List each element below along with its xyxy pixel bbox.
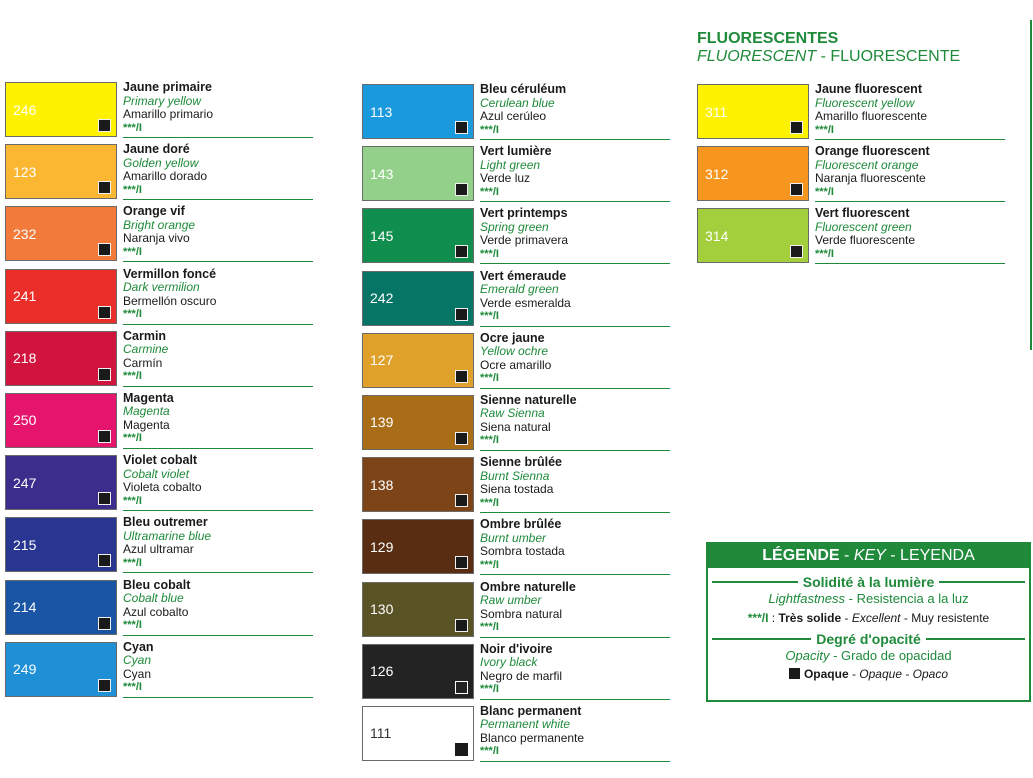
lightfastness-rating: ***/I xyxy=(480,558,499,571)
color-swatch xyxy=(5,455,117,510)
opacity-square-icon xyxy=(98,181,111,194)
color-swatch xyxy=(5,82,117,137)
color-name-en: Ultramarine blue xyxy=(123,528,212,543)
lightfastness-rating: ***/I xyxy=(123,619,142,631)
color-number: 246 xyxy=(13,101,37,118)
color-name-en: Emerald green xyxy=(480,282,559,297)
color-number: 232 xyxy=(13,225,37,242)
color-number: 139 xyxy=(370,414,394,431)
page-edge-rule xyxy=(1030,20,1032,350)
color-number: 143 xyxy=(370,165,394,182)
color-name-fr: Jaune primaire xyxy=(123,80,212,94)
opacity-square-icon xyxy=(98,492,111,505)
color-name-en: Carmine xyxy=(123,342,169,357)
color-swatch xyxy=(362,84,474,139)
color-name-en: Fluorescent yellow xyxy=(815,95,915,110)
lightfastness-rating: ***/I xyxy=(480,123,499,136)
color-name-fr: Vert émeraude xyxy=(480,268,567,283)
color-name-en: Spring green xyxy=(480,219,549,234)
opacity-square-icon xyxy=(455,494,468,507)
lightfastness-rating: ***/I xyxy=(480,185,499,198)
color-number: 311 xyxy=(705,103,728,120)
entry-divider xyxy=(123,697,313,698)
color-info xyxy=(480,456,670,510)
color-name-fr: Ocre jaune xyxy=(480,330,545,345)
color-name-fr: Jaune fluorescent xyxy=(815,82,922,96)
color-name-es: Verde primavera xyxy=(480,233,569,248)
color-info xyxy=(123,143,313,197)
color-name-en: Magenta xyxy=(123,404,170,419)
entry-divider xyxy=(480,574,670,575)
entry-divider xyxy=(480,326,670,327)
opacity-square-icon xyxy=(455,432,468,445)
color-swatch xyxy=(5,393,117,448)
color-swatch xyxy=(362,706,474,761)
color-name-fr: Orange fluorescent xyxy=(815,144,930,159)
color-name-fr: Bleu céruléum xyxy=(480,82,567,96)
lightfastness-translation: Lightfastness - Resistencia a la luz xyxy=(768,591,969,606)
color-number: 123 xyxy=(13,163,37,180)
color-name-fr: Bleu outremer xyxy=(123,515,208,530)
color-name-es: Azul cerúleo xyxy=(480,109,547,123)
color-info xyxy=(480,145,670,199)
color-name-fr: Sienne brûlée xyxy=(480,455,562,470)
opacity-square-icon xyxy=(455,121,468,134)
color-swatch xyxy=(697,208,809,263)
entry-divider xyxy=(123,635,313,636)
color-name-fr: Vert fluorescent xyxy=(815,206,910,221)
color-number: 111 xyxy=(370,725,392,742)
opacity-square-icon xyxy=(98,430,111,443)
rating-stars-icon: ***/I xyxy=(747,611,769,625)
color-info xyxy=(123,205,313,259)
entry-divider xyxy=(480,450,670,451)
color-name-fr: Jaune doré xyxy=(123,142,190,157)
lightfastness-rating: ***/I xyxy=(123,183,142,196)
color-name-es: Sombra natural xyxy=(480,606,563,621)
lightfastness-rating: ***/I xyxy=(815,247,834,260)
color-number: 247 xyxy=(13,474,37,491)
color-name-es: Naranja fluorescente xyxy=(815,171,926,186)
color-name-en: Light green xyxy=(480,157,541,172)
color-info xyxy=(815,207,1005,261)
color-name-en: Permanent white xyxy=(480,717,571,732)
opacity-square-icon xyxy=(98,679,111,692)
color-info xyxy=(480,518,670,572)
section-subtitle-es: FLUORESCENTE xyxy=(830,48,961,66)
lightfastness-rating: ***/I xyxy=(123,432,142,445)
color-swatch xyxy=(5,269,117,324)
color-name-es: Sombra tostada xyxy=(480,544,565,559)
color-swatch xyxy=(362,146,474,201)
section-title-fr: FLUORESCENTES xyxy=(697,30,839,47)
color-name-es: Amarillo dorado xyxy=(123,169,208,184)
color-name-en: Fluorescent orange xyxy=(815,157,919,172)
color-name-fr: Carmin xyxy=(123,328,167,343)
color-swatch xyxy=(697,146,809,201)
color-number: 249 xyxy=(13,661,37,678)
color-name-en: Cyan xyxy=(123,653,152,668)
color-name-es: Amarillo fluorescente xyxy=(815,109,928,123)
lightfastness-rating: ***/I xyxy=(123,308,142,321)
color-number: 250 xyxy=(13,412,37,429)
opacity-square-icon xyxy=(455,183,468,196)
color-name-fr: Vermillon foncé xyxy=(123,266,217,281)
color-name-es: Azul ultramar xyxy=(123,542,194,557)
entry-divider xyxy=(123,137,313,138)
color-info xyxy=(123,268,313,322)
opacity-square-icon xyxy=(98,368,111,381)
lightfastness-rating: ***/I xyxy=(123,681,142,694)
color-swatch xyxy=(5,517,117,572)
opacity-square-icon xyxy=(790,121,803,134)
color-name-es: Siena tostada xyxy=(480,482,554,497)
color-name-fr: Bleu cobalt xyxy=(123,577,191,592)
color-info xyxy=(123,454,313,508)
color-name-es: Cyan xyxy=(123,666,152,681)
color-name-en: Ivory black xyxy=(480,655,538,670)
color-name-en: Cobalt violet xyxy=(123,466,190,481)
opacity-square-icon xyxy=(455,308,468,321)
color-number: 214 xyxy=(13,599,37,615)
color-name-fr: Ombre naturelle xyxy=(480,579,576,594)
entry-divider xyxy=(123,386,313,387)
color-name-fr: Noir d'ivoire xyxy=(480,641,553,656)
lightfastness-heading: Solidité à la lumière xyxy=(712,574,1025,590)
color-info xyxy=(123,579,313,633)
opacity-square-icon xyxy=(455,681,468,694)
color-name-fr: Vert lumière xyxy=(480,144,552,159)
entry-divider xyxy=(480,512,670,513)
color-name-fr: Vert printemps xyxy=(480,206,568,221)
color-swatch xyxy=(5,206,117,261)
color-name-es: Ocre amarillo xyxy=(480,357,552,372)
color-name-fr: Cyan xyxy=(123,639,154,654)
color-info xyxy=(480,643,670,697)
entry-divider xyxy=(123,510,313,511)
entry-divider xyxy=(123,448,313,449)
entry-divider xyxy=(123,199,313,200)
color-swatch xyxy=(362,457,474,512)
lightfastness-rating: ***/I xyxy=(815,123,834,136)
color-number: 113 xyxy=(370,103,393,120)
color-swatch xyxy=(5,331,117,386)
color-name-es: Negro de marfil xyxy=(480,668,563,683)
opacity-square-icon xyxy=(98,119,111,132)
opacity-translation: Opacity - Grado de opacidad xyxy=(785,648,952,663)
color-number: 215 xyxy=(13,536,37,553)
color-name-en: Primary yellow xyxy=(123,93,202,108)
opacity-square-icon xyxy=(790,183,803,196)
color-info xyxy=(123,641,313,695)
color-info xyxy=(815,83,1005,137)
lightfastness-rating: ***/I xyxy=(480,496,499,509)
color-number: 127 xyxy=(370,352,394,369)
section-subtitle: FLUORESCENT - FLUORESCENTE xyxy=(697,48,961,66)
color-name-fr: Sienne naturelle xyxy=(480,392,577,407)
color-name-es: Siena natural xyxy=(480,419,551,434)
opacity-square-icon xyxy=(98,617,111,630)
color-number: 218 xyxy=(13,350,37,367)
entry-divider xyxy=(123,261,313,262)
color-swatch xyxy=(5,144,117,199)
color-name-es: Carmín xyxy=(123,355,163,370)
color-name-en: Burnt umber xyxy=(480,530,547,545)
color-swatch xyxy=(362,582,474,637)
color-name-fr: Violet cobalt xyxy=(123,453,198,468)
color-number: 312 xyxy=(705,165,729,182)
color-info xyxy=(123,330,313,384)
color-name-fr: Ombre brûlée xyxy=(480,517,562,532)
color-name-es: Azul cobalto xyxy=(123,604,189,619)
color-name-en: Bright orange xyxy=(123,217,196,232)
legend-header: LÉGENDE - KEY - LEYENDA xyxy=(708,544,1029,568)
entry-divider xyxy=(123,572,313,573)
color-number: 126 xyxy=(370,663,394,680)
entry-divider xyxy=(815,201,1005,202)
color-info xyxy=(480,581,670,635)
color-name-es: Amarillo primario xyxy=(123,107,214,121)
color-name-en: Golden yellow xyxy=(123,155,199,170)
color-name-es: Bermellón oscuro xyxy=(123,293,217,308)
color-swatch xyxy=(362,519,474,574)
opacity-square-icon xyxy=(98,243,111,256)
lightfastness-rating: ***/I xyxy=(480,434,499,447)
color-info xyxy=(480,394,670,448)
lightfastness-rating: ***/I xyxy=(123,494,142,507)
entry-divider xyxy=(480,699,670,700)
opacity-square-icon xyxy=(98,306,111,319)
color-name-en: Raw umber xyxy=(480,593,542,607)
color-name-es: Verde fluorescente xyxy=(815,233,916,248)
color-name-fr: Blanc permanent xyxy=(480,703,582,718)
color-info xyxy=(480,207,670,261)
color-number: 130 xyxy=(370,601,394,617)
lightfastness-rating: ***/I xyxy=(480,621,499,633)
color-name-fr: Orange vif xyxy=(123,204,185,219)
opacity-square-icon xyxy=(455,556,468,569)
color-name-es: Violeta cobalto xyxy=(123,480,202,495)
opaque-square-icon xyxy=(789,668,800,679)
color-info xyxy=(123,516,313,570)
entry-divider xyxy=(480,139,670,140)
color-info xyxy=(815,145,1005,199)
lightfastness-rating: ***/I xyxy=(815,185,834,198)
color-name-en: Dark vermilion xyxy=(123,280,200,295)
entry-divider xyxy=(480,637,670,638)
lightfastness-rating: ***/I xyxy=(480,310,499,323)
entry-divider xyxy=(480,263,670,264)
color-swatch xyxy=(5,642,117,697)
color-swatch xyxy=(697,84,809,139)
color-number: 241 xyxy=(13,288,37,305)
opacity-square-icon xyxy=(790,245,803,258)
lightfastness-rating: ***/I xyxy=(480,372,499,385)
color-swatch xyxy=(362,271,474,326)
color-number: 129 xyxy=(370,538,394,555)
legend-box xyxy=(706,542,1031,702)
color-name-en: Cobalt blue xyxy=(123,591,184,605)
color-swatch xyxy=(362,395,474,450)
opacity-square-icon xyxy=(455,619,468,632)
lightfastness-rating: ***/I xyxy=(480,683,499,696)
color-info xyxy=(480,270,670,324)
color-swatch xyxy=(5,580,117,635)
color-info xyxy=(480,83,670,137)
color-info xyxy=(480,705,670,759)
lightfastness-rating: ***/I xyxy=(480,247,499,260)
section-subtitle-en: FLUORESCENT xyxy=(697,48,817,66)
lightfastness-rating: ***/I xyxy=(123,121,142,134)
color-name-en: Cerulean blue xyxy=(480,95,555,110)
color-name-es: Verde luz xyxy=(480,171,531,186)
color-number: 138 xyxy=(370,476,394,493)
opacity-square-icon xyxy=(455,743,468,756)
color-name-es: Naranja vivo xyxy=(123,231,190,246)
lightfastness-rating: ***/I xyxy=(123,370,142,383)
color-swatch xyxy=(362,333,474,388)
color-info xyxy=(123,392,313,446)
entry-divider xyxy=(480,201,670,202)
color-info xyxy=(123,81,313,135)
opaque-key: Opaque - Opaque - Opaco xyxy=(708,666,1029,683)
color-swatch xyxy=(362,644,474,699)
lightfastness-rating-key: ***/I : Très solide - Excellent - Muy resistente xyxy=(747,611,990,625)
opacity-square-icon xyxy=(455,245,468,258)
color-swatch xyxy=(362,208,474,263)
color-name-es: Blanco permanente xyxy=(480,730,585,745)
color-name-es: Verde esmeralda xyxy=(480,295,571,310)
color-name-en: Burnt Sienna xyxy=(480,468,550,483)
entry-divider xyxy=(480,388,670,389)
color-info xyxy=(480,332,670,386)
color-number: 242 xyxy=(370,290,394,307)
opacity-square-icon xyxy=(455,370,468,383)
entry-divider xyxy=(815,139,1005,140)
color-number: 314 xyxy=(705,227,729,244)
color-name-fr: Magenta xyxy=(123,390,174,405)
opacity-square-icon xyxy=(98,554,111,567)
section-title xyxy=(697,30,960,67)
entry-divider xyxy=(480,761,670,762)
entry-divider xyxy=(815,263,1005,264)
entry-divider xyxy=(123,324,313,325)
color-name-en: Raw Sienna xyxy=(480,406,545,421)
color-number: 145 xyxy=(370,227,394,244)
lightfastness-rating: ***/I xyxy=(480,745,499,758)
opacity-heading: Degré d'opacité xyxy=(712,631,1025,647)
color-name-es: Magenta xyxy=(123,417,170,432)
color-name-en: Yellow ochre xyxy=(480,344,549,359)
lightfastness-rating: ***/I xyxy=(123,556,142,569)
lightfastness-rating: ***/I xyxy=(123,245,142,258)
color-name-en: Fluorescent green xyxy=(815,219,912,234)
